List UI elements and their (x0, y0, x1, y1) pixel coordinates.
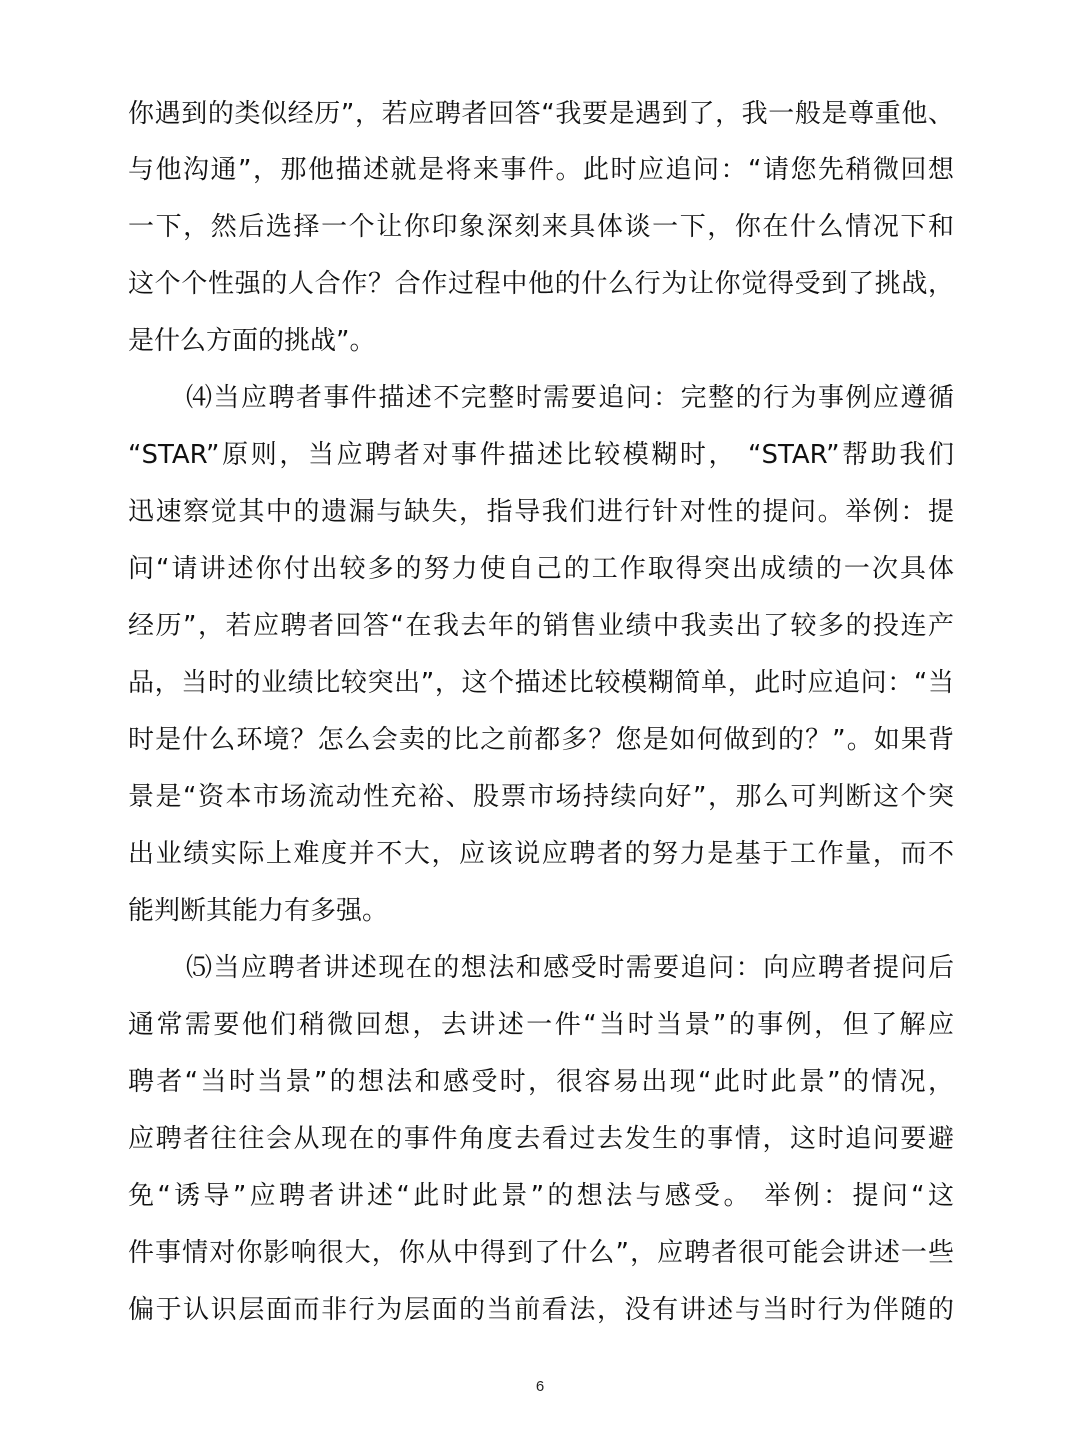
paragraph-5-first-line: ⑸当应聘者讲述现在的想法和感受时需要追问：向应聘者提问后 (186, 953, 954, 983)
paragraph-4-first-line: ⑷当应聘者事件描述不完整时需要追问：完整的行为事例应遵循 (186, 383, 954, 413)
text-line: 免“诱导”应聘者讲述“此时此景”的想法与感受。 举例：提问“这 (128, 1181, 954, 1211)
page-number: 6 (535, 1378, 545, 1395)
text-line: 出业绩实际上难度并不大，应该说应聘者的努力是基于工作量，而不 (128, 839, 954, 869)
text-line: 件事情对你影响很大，你从中得到了什么”，应聘者很可能会讲述一些 (128, 1238, 954, 1268)
text-line: 景是“资本市场流动性充裕、股票市场持续向好”，那么可判断这个突 (128, 782, 954, 812)
text-line: 这个个性强的人合作？合作过程中他的什么行为让你觉得受到了挑战， (128, 269, 954, 299)
text-line: 品，当时的业绩比较突出”，这个描述比较模糊简单，此时应追问：“当 (128, 668, 954, 698)
text-line: 能判断其能力有多强。 (128, 896, 389, 926)
text-line: 聘者“当时当景”的想法和感受时，很容易出现“此时此景”的情况， (128, 1067, 954, 1097)
text-line: 你遇到的类似经历”，若应聘者回答“我要是遇到了，我一般是尊重他、 (128, 99, 954, 129)
text-line: 通常需要他们稍微回想，去讲述一件“当时当景”的事例，但了解应 (128, 1010, 954, 1040)
text-line: “STAR”原则，当应聘者对事件描述比较模糊时， “STAR”帮助我们 (128, 440, 954, 470)
text-line: 是什么方面的挑战”。 (128, 326, 376, 356)
text-line: 一下，然后选择一个让你印象深刻来具体谈一下，你在什么情况下和 (128, 212, 954, 242)
text-line: 偏于认识层面而非行为层面的当前看法，没有讲述与当时行为伴随的 (128, 1295, 954, 1325)
text-line: 迅速察觉其中的遗漏与缺失，指导我们进行针对性的提问。举例：提 (128, 497, 954, 527)
text-line: 问“请讲述你付出较多的努力使自己的工作取得突出成绩的一次具体 (128, 554, 954, 584)
text-line: 应聘者往往会从现在的事件角度去看过去发生的事情，这时追问要避 (128, 1124, 954, 1154)
text-line: 经历”，若应聘者回答“在我去年的销售业绩中我卖出了较多的投连产 (128, 611, 954, 641)
text-line: 与他沟通”，那他描述就是将来事件。此时应追问：“请您先稍微回想 (128, 155, 954, 185)
text-line: 时是什么环境？怎么会卖的比之前都多？您是如何做到的？”。如果背 (128, 725, 954, 755)
